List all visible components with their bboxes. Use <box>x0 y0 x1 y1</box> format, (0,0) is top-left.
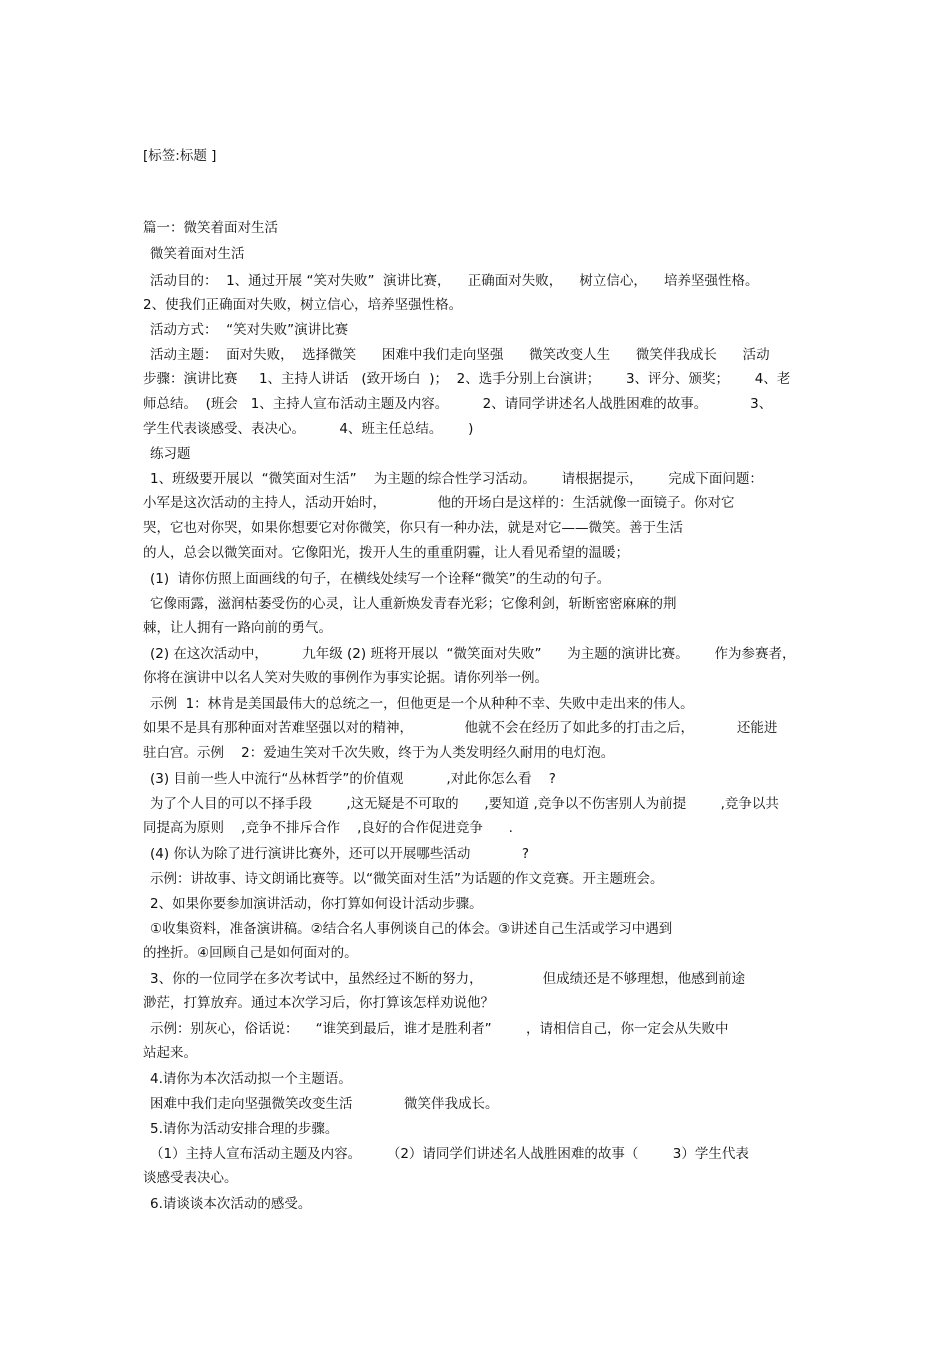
text-line: 4.请你为本次活动拟一个主题语。 <box>150 1071 352 1087</box>
exercise-heading: 练习题 <box>150 446 191 462</box>
text-line: 谈感受表决心。 <box>143 1170 238 1186</box>
text-line: 步骤：演讲比赛 1、主持人讲话 (致开场白 )； 2、选手分别上台演讲； 3、评分、颁奖； 4、老 <box>143 371 791 387</box>
text-line: (4) 你认为除了进行演讲比赛外，还可以开展哪些活动 ? <box>150 846 530 862</box>
text-line: (3) 目前一些人中流行“丛林哲学”的价值观 ,对此你怎么看 ? <box>150 771 556 787</box>
text-line: 1、班级要开展以 “微笑面对生活” 为主题的综合性学习活动。 请根据提示， 完成下面问题： <box>150 471 763 487</box>
text-line: (1) 请你仿照上面画线的句子，在横线处续写一个诠释“微笑”的生动的句子。 <box>150 571 611 587</box>
text-line: 2、使我们正确面对失败，树立信心，培养坚强性格。 <box>143 297 463 313</box>
text-line: 为了个人目的可以不择手段 ,这无疑是不可取的 ,要知道 ,竞争以不伤害别人为前提 ,竞争以共 <box>150 796 779 812</box>
text-line: 师总结。 (班会 1、主持人宣布活动主题及内容。 2、请同学讲述名人战胜困难的故事。 3、 <box>143 396 773 412</box>
text-line: 活动方式： “笑对失败”演讲比赛 <box>150 322 349 338</box>
tag-line: [标签:标题 ] <box>143 148 217 164</box>
text-line: 哭，它也对你哭，如果你想要它对你微笑，你只有一种办法，就是对它——微笑。善于生活 <box>143 520 683 536</box>
text-line: 的人，总会以微笑面对。它像阳光，拨开人生的重重阴霾，让人看见希望的温暖； <box>143 545 629 561</box>
text-line: 2、如果你要参加演讲活动，你打算如何设计活动步骤。 <box>150 896 483 912</box>
text-line: （1）主持人宣布活动主题及内容。 （2）请同学们讲述名人战胜困难的故事（ 3）学生代表 <box>150 1146 749 1162</box>
text-line: 6.请谈谈本次活动的感受。 <box>150 1196 312 1212</box>
section-title: 篇一：微笑着面对生活 <box>143 220 278 236</box>
text-line: 渺茫，打算放弃。通过本次学习后，你打算该怎样劝说他？ <box>143 995 494 1011</box>
text-line: 站起来。 <box>143 1045 197 1061</box>
text-line: (2) 在这次活动中， 九年级 (2) 班将开展以 “微笑面对失败” 为主题的演讲比赛。 作为参赛者， <box>150 646 796 662</box>
text-line: 驻白宫。示例 2：爱迪生笑对千次失败，终于为人类发明经久耐用的电灯泡。 <box>143 745 615 761</box>
subtitle: 微笑着面对生活 <box>150 246 245 262</box>
text-line: 3、你的一位同学在多次考试中，虽然经过不断的努力， 但成绩还是不够理想，他感到前途 <box>150 971 746 987</box>
text-line: 你将在演讲中以名人笑对失败的事例作为事实论据。请你列举一例。 <box>143 670 548 686</box>
text-line: 示例 1：林肯是美国最伟大的总统之一，但他更是一个从种种不幸、失败中走出来的伟人。 <box>150 696 694 712</box>
text-line: 5.请你为活动安排合理的步骤。 <box>150 1121 339 1137</box>
text-line: 的挫折。④回顾自己是如何面对的。 <box>143 945 358 961</box>
text-line: 困难中我们走向坚强微笑改变生活 微笑伴我成长。 <box>150 1096 499 1112</box>
text-line: 它像雨露，滋润枯萎受伤的心灵，让人重新焕发青春光彩；它像利剑，斩断密密麻麻的荆 <box>150 596 677 612</box>
text-line: 示例：别灰心，俗话说： “谁笑到最后，谁才是胜利者” ，请相信自己，你一定会从失败中 <box>150 1021 729 1037</box>
text-line: 示例：讲故事、诗文朗诵比赛等。以“微笑面对生活”为话题的作文竞赛。开主题班会。 <box>150 871 664 887</box>
text-line: 活动目的： 1、通过开展 “笑对失败” 演讲比赛， 正确面对失败， 树立信心， 培养坚强性格。 <box>150 273 759 289</box>
text-line: 如果不是具有那种面对苦难坚强以对的精神， 他就不会在经历了如此多的打击之后， 还能进 <box>143 720 778 736</box>
text-line: 活动主题： 面对失败， 选择微笑 困难中我们走向坚强 微笑改变人生 微笑伴我成长 活动 <box>150 347 770 363</box>
text-line: 小军是这次活动的主持人，活动开始时， 他的开场白是这样的：生活就像一面镜子。你对它 <box>143 495 735 511</box>
text-line: 同提高为原则 ,竞争不排斥合作 ,良好的合作促进竞争 . <box>143 820 513 836</box>
text-line: 学生代表谈感受、表决心。 4、班主任总结。 ) <box>143 421 474 437</box>
text-line: 棘，让人拥有一路向前的勇气。 <box>143 620 332 636</box>
text-line: ①收集资料，准备演讲稿。②结合名人事例谈自己的体会。③讲述自己生活或学习中遇到 <box>150 921 673 937</box>
